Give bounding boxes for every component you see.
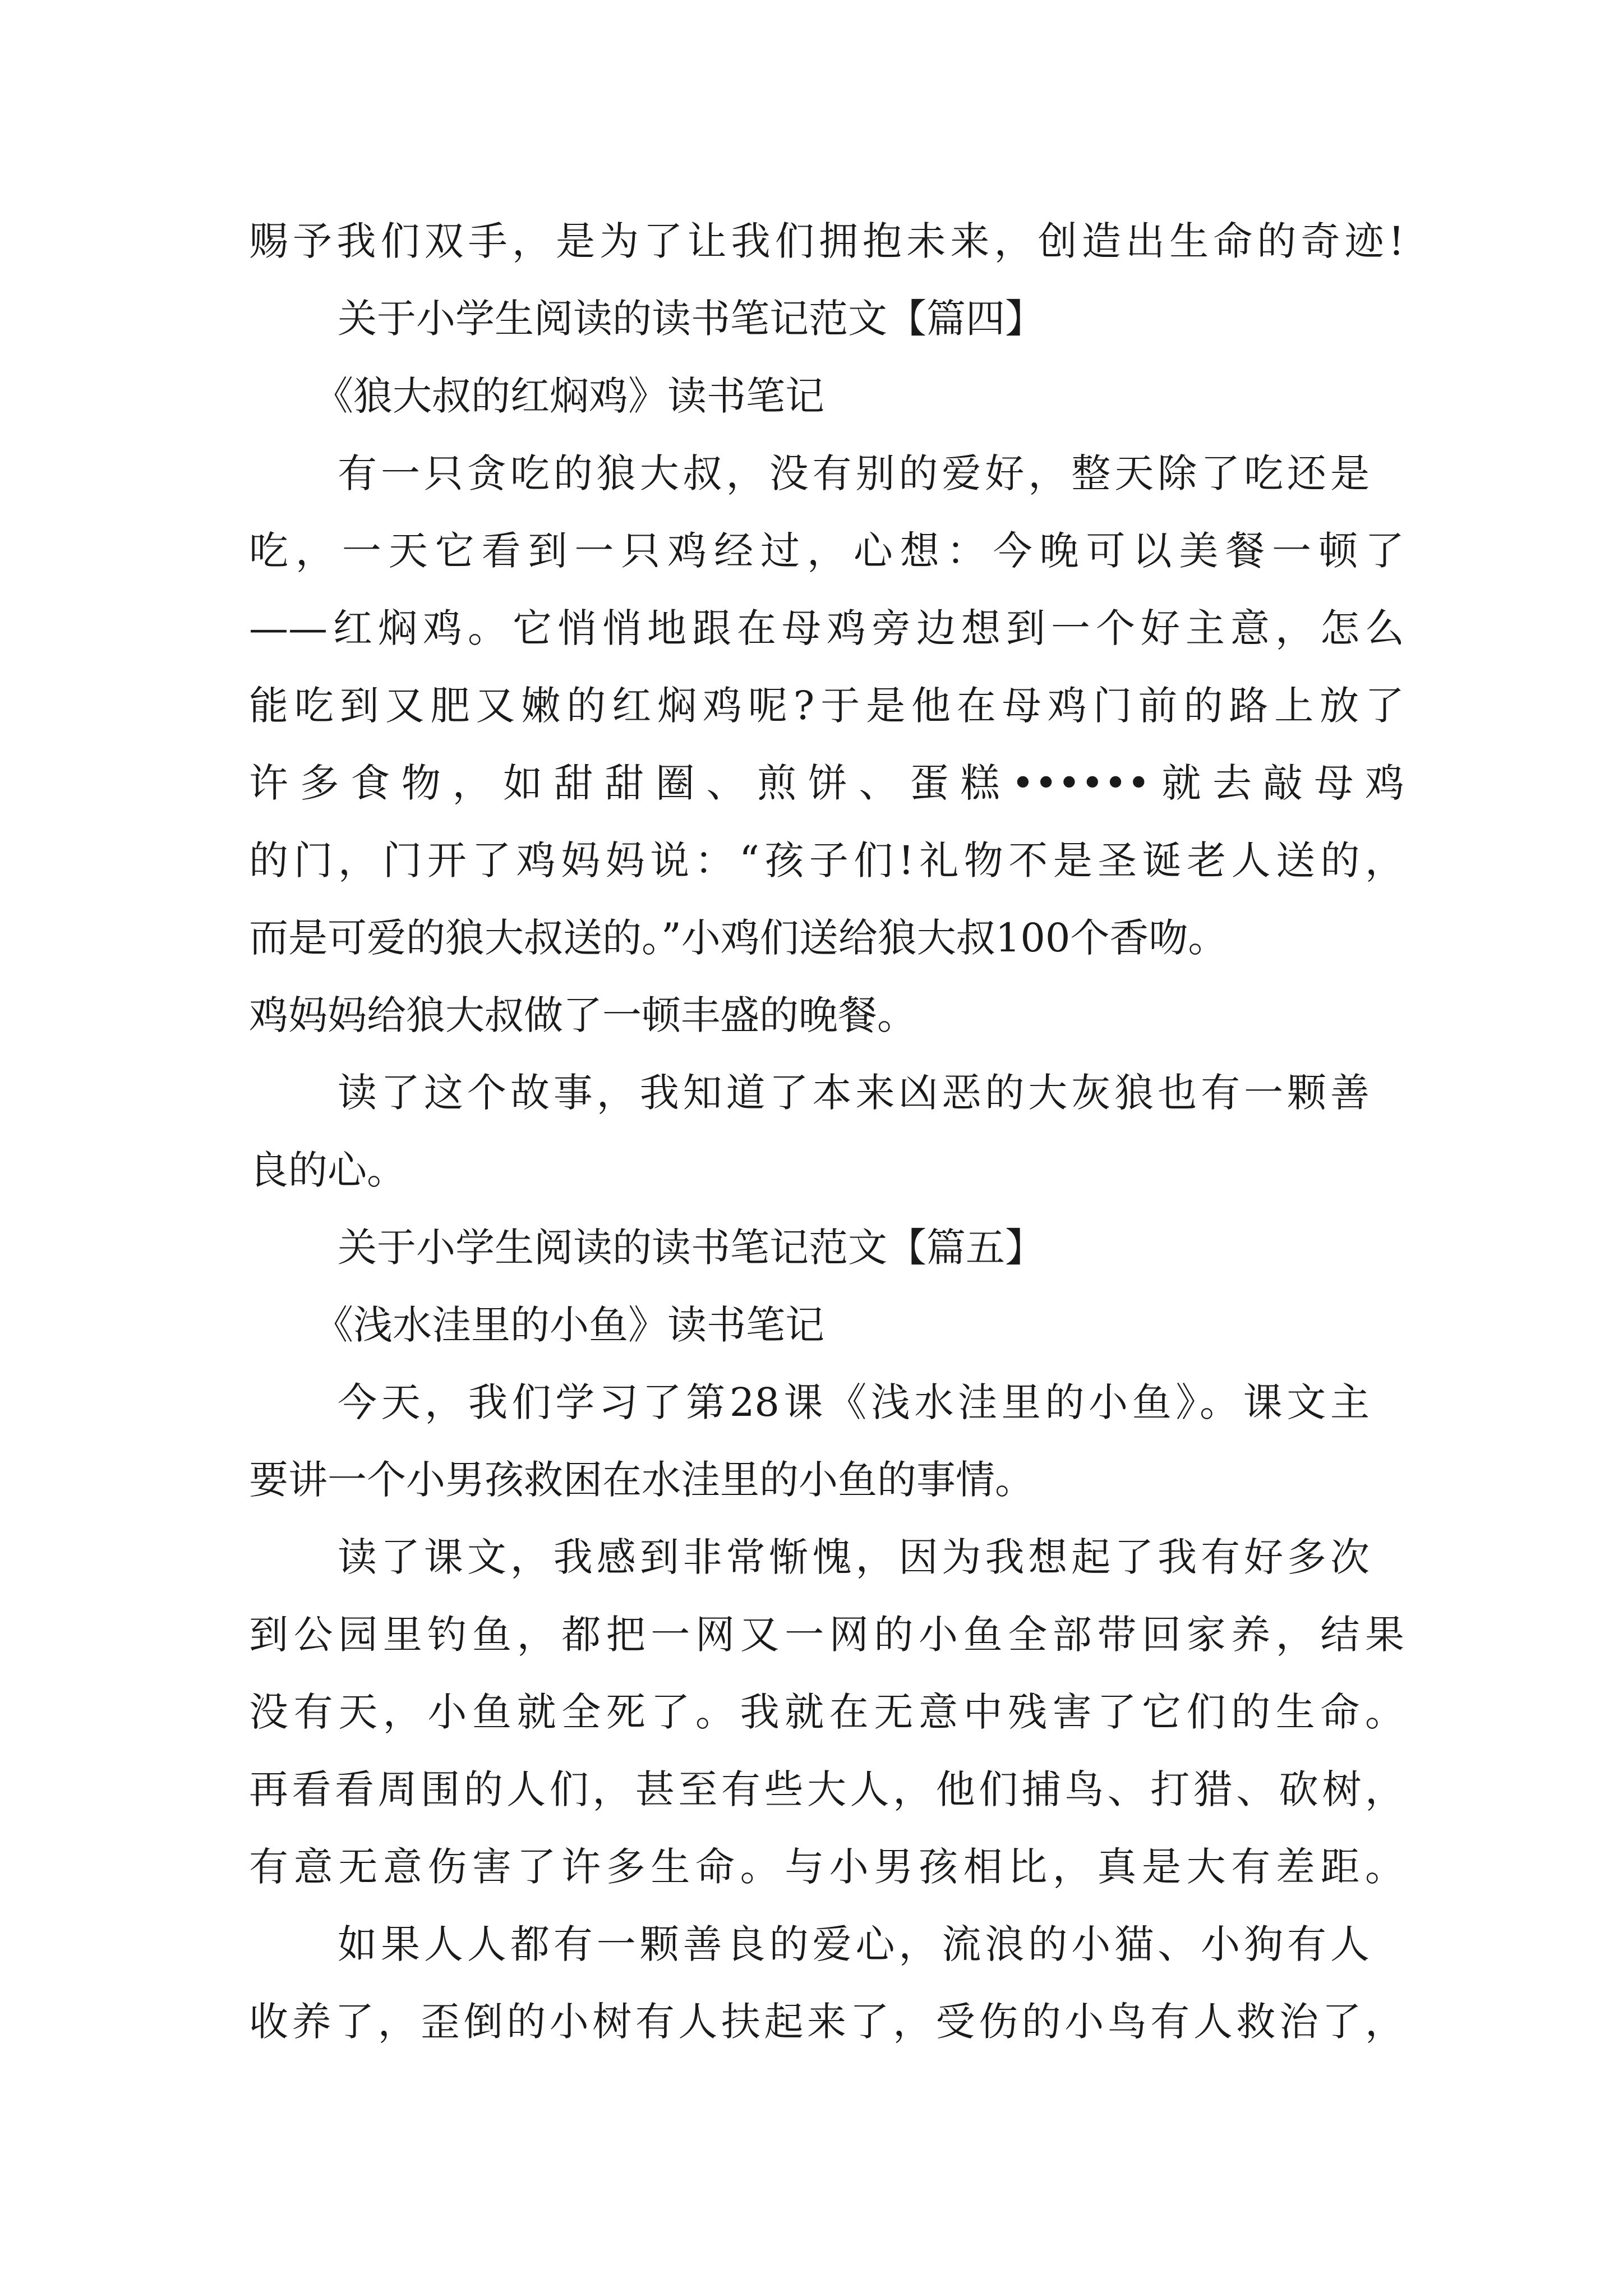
section-heading-4: 关于小学生阅读的读书笔记范文【篇四】 — [338, 296, 1044, 342]
text-line: 再看看周围的人们，甚至有些大人，他们捕鸟、打猎、砍树， — [249, 1766, 1404, 1812]
text-line: 读了这个故事，我知道了本来凶恶的大灰狼也有一颗善 — [338, 1070, 1370, 1116]
text-line: 许多食物，如甜甜圈、煎饼、蛋糕••••••就去敲母鸡 — [249, 760, 1404, 806]
text-line: 鸡妈妈给狼大叔做了一顿丰盛的晚餐。 — [249, 992, 916, 1038]
text-line: 读了课文，我感到非常惭愧，因为我想起了我有好多次 — [338, 1534, 1370, 1580]
note-title: 《狼大叔的红焖鸡》读书笔记 — [314, 373, 824, 419]
text-line: 有意无意伤害了许多生命。与小男孩相比，真是大有差距。 — [249, 1844, 1404, 1890]
text-line: 吃，一天它看到一只鸡经过，心想：今晚可以美餐一顿了 — [249, 528, 1404, 574]
text-line: 而是可爱的狼大叔送的。”小鸡们送给狼大叔100个香吻。 — [249, 915, 1228, 961]
text-line: 没有天，小鱼就全死了。我就在无意中残害了它们的生命。 — [249, 1689, 1404, 1735]
section-heading-5: 关于小学生阅读的读书笔记范文【篇五】 — [338, 1225, 1044, 1271]
text-line: 能吃到又肥又嫩的红焖鸡呢?于是他在母鸡门前的路上放了 — [249, 683, 1404, 729]
note-title: 《浅水洼里的小鱼》读书笔记 — [314, 1302, 824, 1348]
text-line: 今天，我们学习了第28课《浅水洼里的小鱼》。课文主 — [338, 1379, 1370, 1425]
text-line: 良的心。 — [249, 1147, 406, 1193]
text-line: 有一只贪吃的狼大叔，没有别的爱好，整天除了吃还是 — [338, 450, 1370, 496]
text-line: 到公园里钓鱼，都把一网又一网的小鱼全部带回家养，结果 — [249, 1612, 1404, 1658]
text-line: 赐予我们双手，是为了让我们拥抱未来，创造出生命的奇迹! — [249, 218, 1404, 264]
text-line: 要讲一个小男孩救困在水洼里的小鱼的事情。 — [249, 1457, 1034, 1503]
text-line: 收养了，歪倒的小树有人扶起来了，受伤的小鸟有人救治了， — [249, 1999, 1404, 2045]
text-line: 如果人人都有一颗善良的爱心，流浪的小猫、小狗有人 — [338, 1921, 1370, 1967]
text-line: ——红焖鸡。它悄悄地跟在母鸡旁边想到一个好主意，怎么 — [249, 605, 1404, 651]
text-line: 的门，门开了鸡妈妈说：“孩子们!礼物不是圣诞老人送的， — [249, 838, 1404, 884]
